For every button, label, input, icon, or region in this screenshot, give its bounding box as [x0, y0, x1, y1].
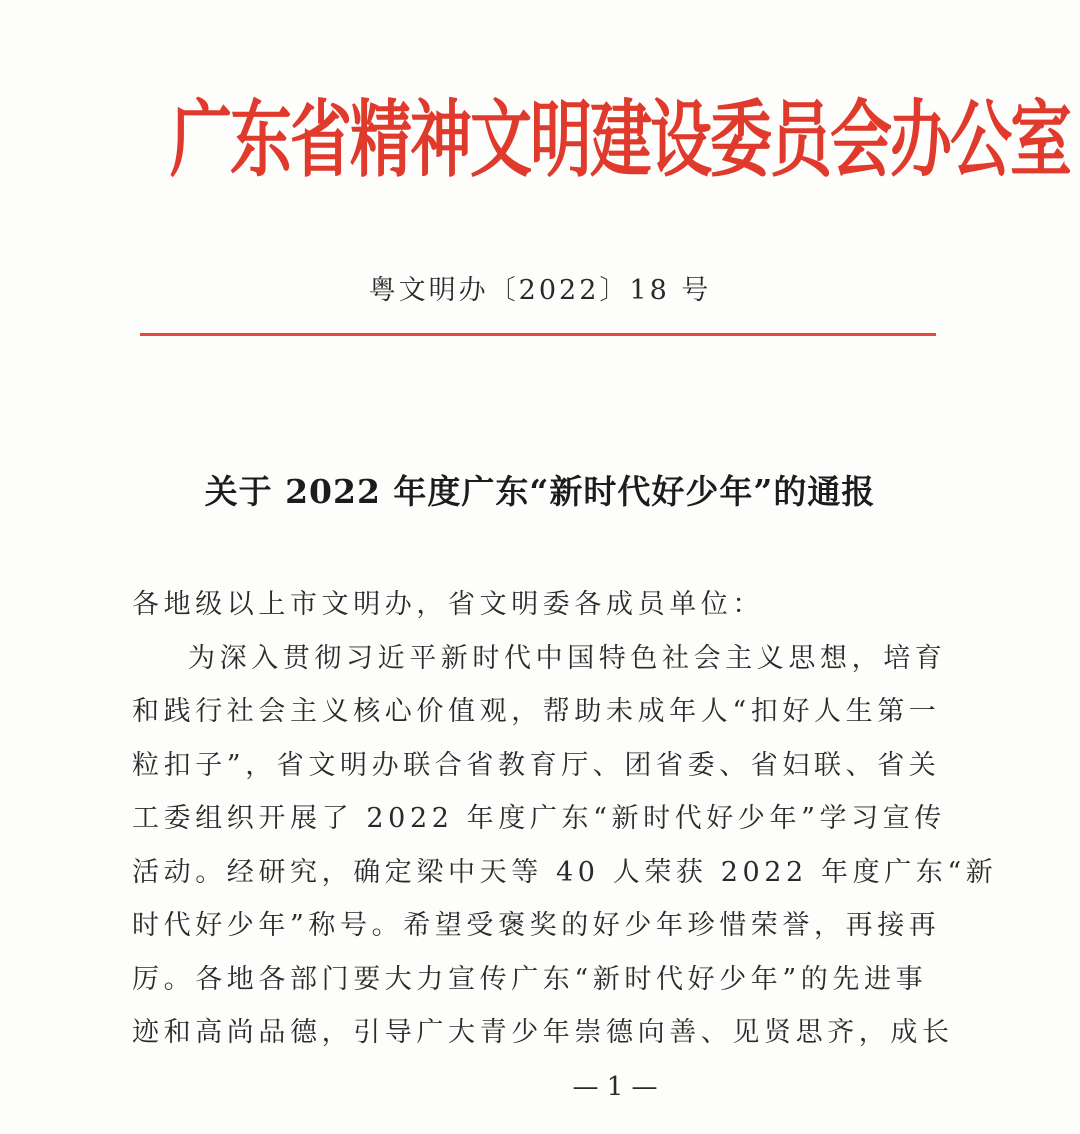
- organization-header: 广东省精神文明建设委员会办公室: [170, 90, 1071, 189]
- red-divider-rule: [140, 333, 936, 336]
- body-line: 时代好少年”称号。希望受褒奖的好少年珍惜荣誉，再接再: [132, 910, 941, 941]
- body-line: 迹和高尚品德，引导广大青少年崇德向善、见贤思齐，成长: [132, 1017, 954, 1048]
- notice-title: 关于 2022 年度广东“新时代好少年”的通报: [204, 472, 876, 511]
- salutation: 各地级以上市文明办，省文明委各成员单位：: [132, 589, 764, 620]
- body-line: 厉。各地各部门要大力宣传广东“新时代好少年”的先进事: [132, 963, 928, 995]
- body-line: 粒扣子”，省文明办联合省教育厅、团省委、省妇联、省关: [132, 749, 941, 781]
- page-number: — 1 —: [572, 1072, 658, 1102]
- body-line: 和践行社会主义核心价值观，帮助未成年人“扣好人生第一: [132, 696, 941, 727]
- body-line: 工委组织开展了 2022 年度广东“新时代好少年”学习宣传: [132, 803, 946, 834]
- notice-body: [132, 578, 998, 1060]
- body-line: 活动。经研究，确定梁中天等 40 人荣获 2022 年度广东“新: [132, 856, 998, 888]
- document-number: 粤文明办〔2022〕18 号: [368, 275, 712, 306]
- body-line: 为深入贯彻习近平新时代中国特色社会主义思想，培育: [188, 642, 947, 674]
